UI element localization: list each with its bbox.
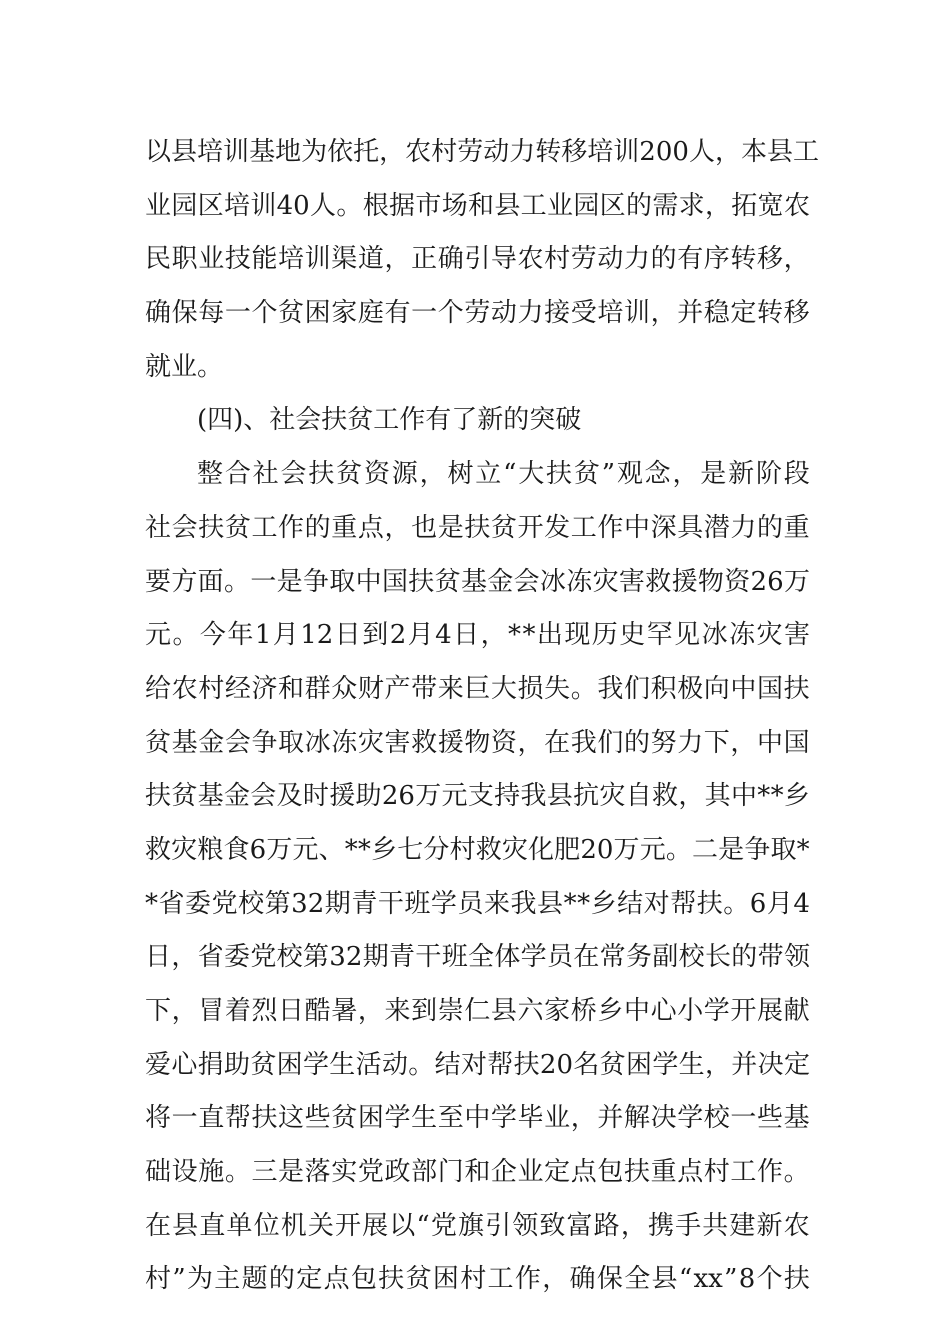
text-line: 在 县 直 单 位 机 关 开 展 以 “ 党 旗 引 领 致 富 路 ， 携 手 共 建 新 农 [145,1210,810,1241]
text-line: 就业。 [145,351,224,382]
paragraph-first-line: 整 合 社 会 扶 贫 资 源 ， 树 立 “ 大 扶 贫 ” 观 念 ， 是 新 阶 段 [197,459,810,490]
text-line: 爱 心 捐 助 贫 困 学 生 活 动 。 结 对 帮 扶 20 名 贫 困 学 生 ， 并 决 定 [145,1049,810,1080]
text-line: 日 ， 省 委 党 校 第 32 期 青 干 班 全 体 学 员 在 常 务 副 校 长 的 带 领 [145,942,810,973]
text-line: 元 。 今 年 1 月 12 日 到 2 月 4 日 ， * * 出 现 历 史 罕 见 冰 冻 灾 害 [145,620,810,651]
text-line: 贫 基 金 会 争 取 冰 冻 灾 害 救 援 物 资 ， 在 我 们 的 努 力 下 ， 中 国 [145,727,810,758]
text-line: * 省 委 党 校 第 32 期 青 干 班 学 员 来 我 县 * * 乡 结 对 帮 扶 。 6 月 4 [145,888,810,919]
text-line: 确 保 每 一 个 贫 困 家 庭 有 一 个 劳 动 力 接 受 培 训 ， 并 稳 定 转 移 [145,298,810,329]
body-text [145,126,820,1307]
text-line: 础 设 施 。 三 是 落 实 党 政 部 门 和 企 业 定 点 包 扶 重 点 村 工 作 。 [145,1157,810,1188]
text-line: 扶 贫 基 金 会 及 时 援 助 26 万 元 支 持 我 县 抗 灾 自 救 ， 其 中 * * 乡 [145,781,810,812]
text-line: 给 农 村 经 济 和 群 众 财 产 带 来 巨 大 损 失 。 我 们 积 极 向 中 国 扶 [145,673,810,704]
section-heading: (四)、社会扶贫工作有了新的突破 [197,405,582,436]
text-line: 民 职 业 技 能 培 训 渠 道 ， 正 确 引 导 农 村 劳 动 力 的 有 序 转 移 ， [145,244,810,275]
text-line: 救 灾 粮 食 6 万 元 、 * * 乡 七 分 村 救 灾 化 肥 20 万 元 。 二 是 争 取 * [145,834,810,865]
text-line: 村 ” 为 主 题 的 定 点 包 扶 贫 困 村 工 作 ， 确 保 全 县 “ xx ” 8 个 扶 [145,1264,810,1295]
text-line: 下 ， 冒 着 烈 日 酷 暑 ， 来 到 崇 仁 县 六 家 桥 乡 中 心 小 学 开 展 献 [145,996,810,1026]
text-line: 社 会 扶 贫 工 作 的 重 点 ， 也 是 扶 贫 开 发 工 作 中 深 具 潜 力 的 重 [145,512,810,543]
text-line: 将 一 直 帮 扶 这 些 贫 困 学 生 至 中 学 毕 业 ， 并 解 决 学 校 一 些 基 [145,1103,810,1134]
text-line: 业 园 区 培 训 40 人 。 根 据 市 场 和 县 工 业 园 区 的 需 求 ， 拓 宽 农 [145,190,810,221]
text-line: 要 方 面 。 一 是 争 取 中 国 扶 贫 基 金 会 冰 冻 灾 害 救 援 物 资 26 万 [145,566,810,597]
text-line: 以 县 培 训 基 地 为 依 托 ， 农 村 劳 动 力 转 移 培 训 200 人 ， 本 县 工 [145,137,820,167]
